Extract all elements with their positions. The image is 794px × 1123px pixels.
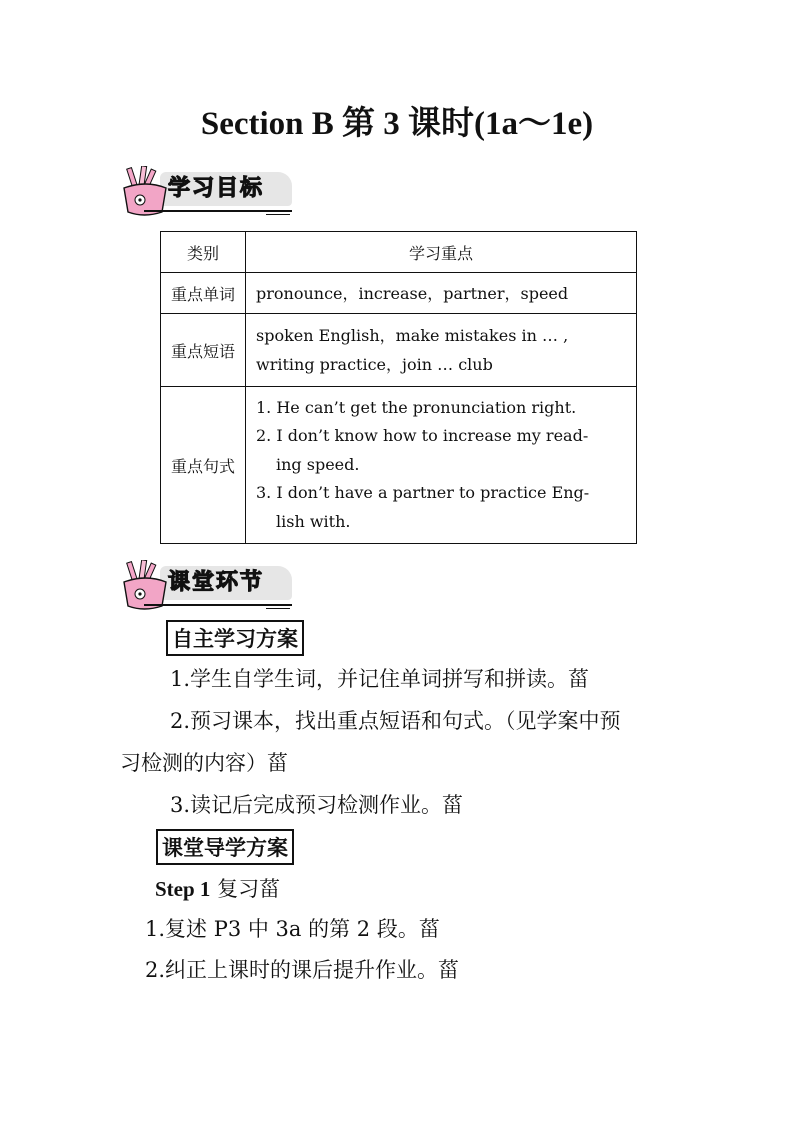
list-item: 2. I don’t know how to increase my read- [256, 426, 589, 446]
section-header-class [116, 560, 296, 612]
guided-study-heading: 课堂导学方案 [156, 829, 294, 865]
table-row [161, 387, 637, 544]
paragraph-continuation: 习检测的内容）菑 [120, 751, 288, 775]
paragraph: 1.复述 P3 中 3a 的第 2 段。菑 [145, 917, 440, 941]
header-rule [144, 604, 292, 606]
list-item-continuation: lish with. [276, 511, 351, 531]
step-line [155, 874, 280, 904]
learning-goals-table [160, 231, 637, 544]
list-item: 1. He can’t get the pronunciation right. [256, 397, 577, 417]
table-header-row [161, 232, 637, 273]
phrase-line: writing practice，join … club [256, 355, 493, 374]
section-label: 课堂环节 [168, 570, 265, 595]
paragraph: 2.预习课本，找出重点短语和句式。（见学案中预 [170, 709, 621, 733]
header-focus: 学习重点 [246, 232, 637, 273]
vocab-line: pronounce，increase，partner，speed [256, 283, 569, 303]
header-rule-accent [266, 608, 290, 609]
list-item-continuation: ing speed. [276, 454, 360, 474]
section-header-goals [116, 166, 296, 218]
header-category: 类别 [161, 232, 246, 273]
lesson-title: Section B 第 3 课时(1a～1e) [200, 106, 594, 142]
table-row [161, 273, 637, 314]
header-rule [144, 210, 292, 212]
step-text: 复习菑 [210, 877, 281, 901]
row-category: 重点短语 [161, 314, 246, 387]
step-label: Step 1 [155, 877, 211, 901]
row-content [246, 314, 637, 387]
paragraph: 2.纠正上课时的课后提升作业。菑 [145, 958, 460, 982]
paragraph: 1.学生自学生词，并记住单词拼写和拼读。菑 [170, 667, 590, 691]
row-category: 重点单词 [161, 273, 246, 314]
sentence-list [256, 394, 626, 537]
phrase-line: spoken English，make mistakes in … , [256, 326, 569, 345]
self-study-heading: 自主学习方案 [166, 620, 304, 656]
header-rule-accent [266, 214, 290, 215]
section-label: 学习目标 [168, 176, 265, 201]
row-category: 重点句式 [161, 387, 246, 544]
row-content [246, 387, 637, 544]
list-item: 3. I don’t have a partner to practice Eng- [256, 483, 590, 503]
paragraph: 3.读记后完成预习检测作业。菑 [170, 793, 464, 817]
row-content [246, 273, 637, 314]
table-row [161, 314, 637, 387]
